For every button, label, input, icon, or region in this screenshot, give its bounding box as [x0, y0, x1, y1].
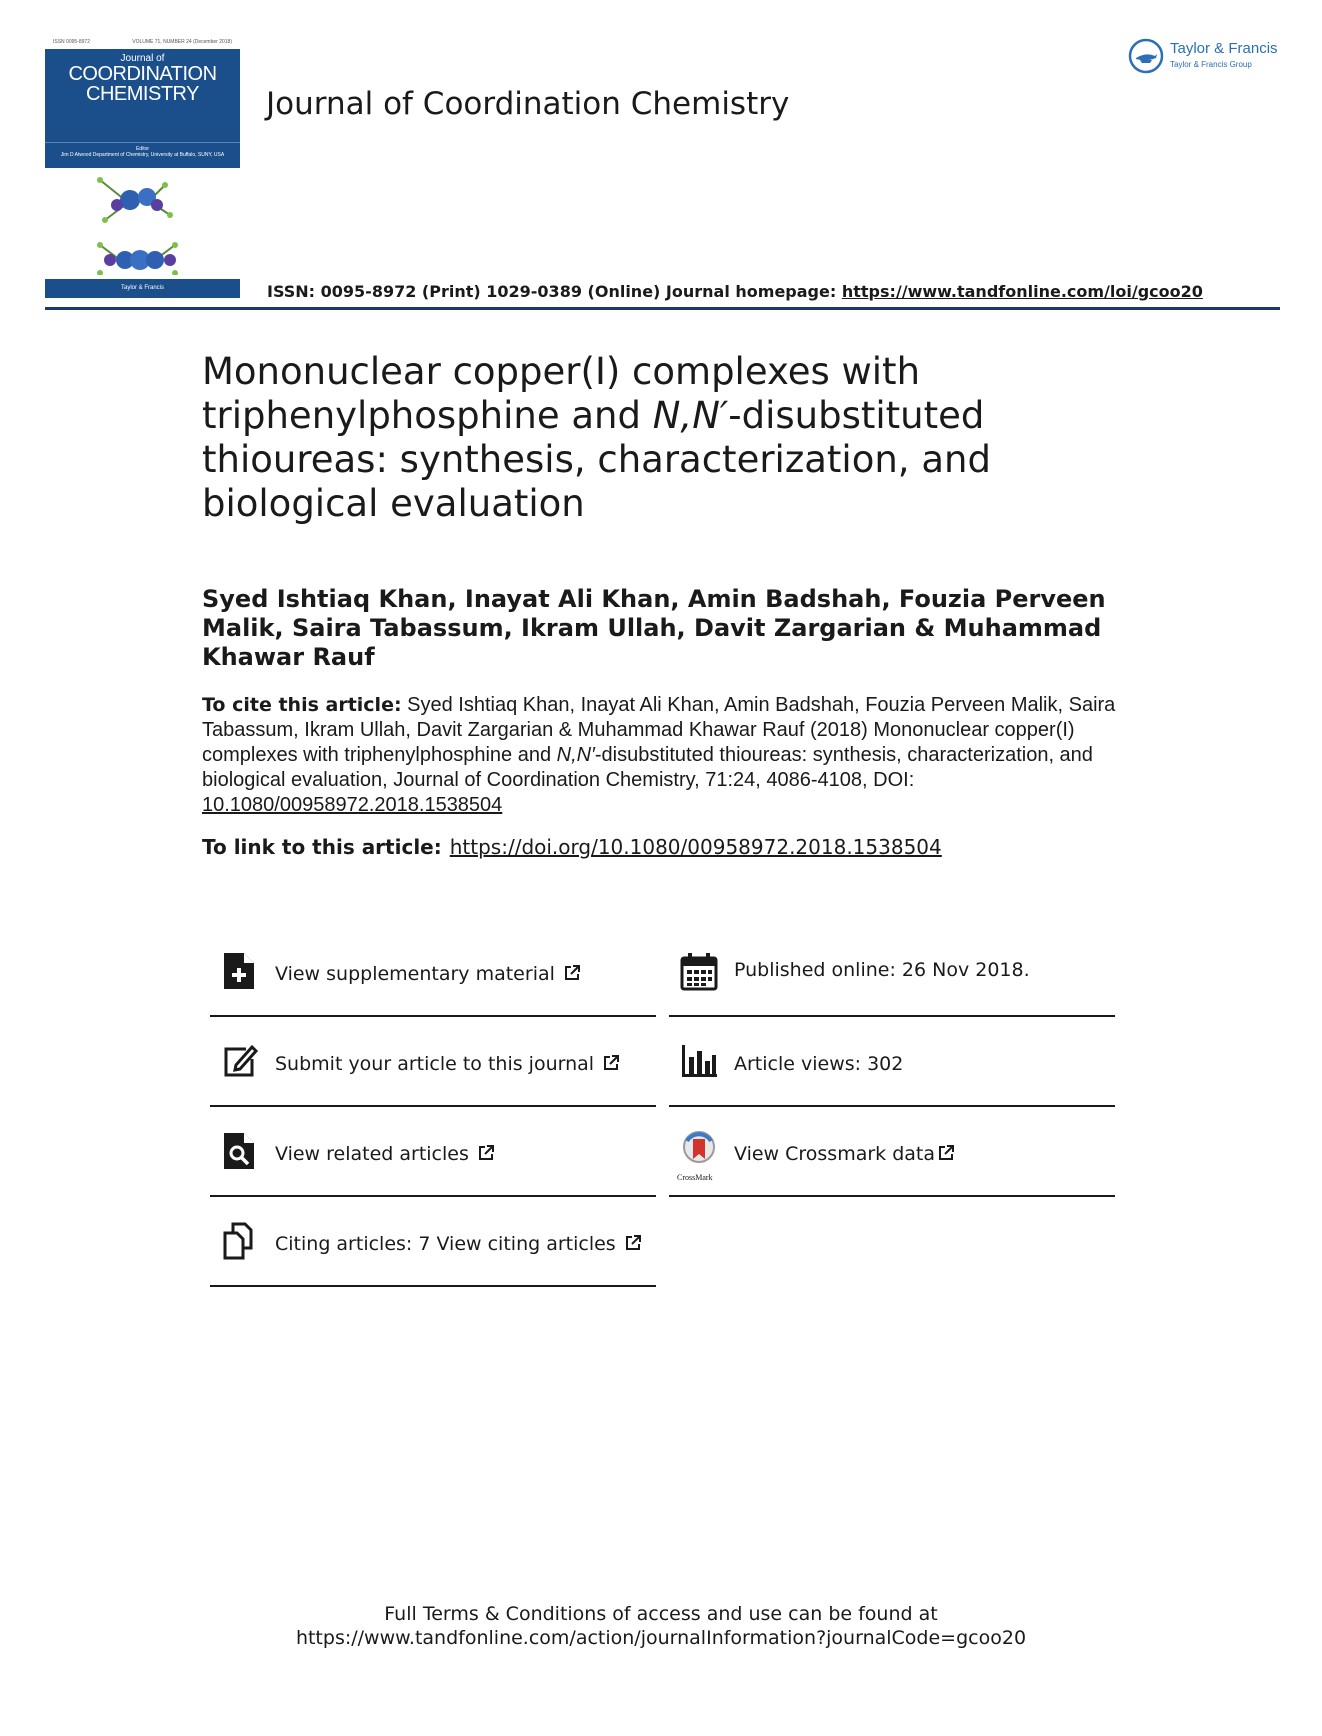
row-divider	[210, 1195, 656, 1197]
cover-editor-band	[45, 142, 240, 168]
external-link-icon	[937, 1144, 955, 1162]
cover-publisher: Taylor & Francis	[45, 279, 240, 298]
citation-text-part2: -disubstituted thioureas: synthesis, characterization, and biological evaluation, Journal of Coordination Chemistry, 71:24, 4086-4108, DOI:	[202, 744, 1093, 791]
citation-text-part1: Syed Ishtiaq Khan, Inayat Ali Khan, Amin Badshah, Fouzia Perveen Malik, Saira Tabassum, Ikram Ullah, Davit Zargarian & Muhammad Khawar Rauf (2018) Mononuclear copper(I) complexes with triphenylphosphine and	[202, 694, 1116, 766]
supplementary-label: View supplementary material	[275, 963, 555, 985]
header-divider	[45, 307, 1280, 310]
article-title	[202, 350, 1102, 526]
footer	[0, 1602, 1322, 1650]
row-divider	[669, 1105, 1115, 1107]
crossmark-label: View Crossmark data	[734, 1143, 936, 1165]
cover-issn: ISSN 0095-8972	[53, 39, 90, 45]
bar-chart-icon	[679, 1041, 719, 1081]
external-link-icon	[602, 1054, 620, 1072]
citation-block	[202, 693, 1122, 818]
published-online-label: Published online: 26 Nov 2018.	[734, 959, 1030, 981]
article-url-link[interactable]: https://doi.org/10.1080/00958972.2018.1538504	[449, 835, 942, 859]
publisher-name: Taylor & Francis	[1170, 40, 1278, 57]
copy-documents-icon	[220, 1221, 260, 1261]
citing-articles-link[interactable]	[210, 1199, 656, 1287]
doi-link[interactable]: 10.1080/00958972.2018.1538504	[202, 794, 503, 816]
title-part2: -disubstituted thioureas: synthesis, characterization, and biological evaluation	[202, 394, 991, 525]
footer-line1: Full Terms & Conditions of access and use can be found at	[384, 1603, 938, 1625]
link-lead: To link to this article:	[202, 835, 442, 859]
crossmark-logo-text: CrossMark	[677, 1173, 713, 1182]
cover-editor-label: Editor	[135, 146, 150, 152]
footer-url[interactable]: https://www.tandfonline.com/action/journalInformation?journalCode=gcoo20	[295, 1627, 1027, 1649]
row-divider	[210, 1015, 656, 1017]
title-part1: Mononuclear copper(I) complexes with triphenylphosphine and	[202, 350, 921, 437]
published-online-info	[669, 929, 1115, 1017]
edit-icon	[220, 1041, 260, 1081]
document-search-icon	[220, 1131, 260, 1171]
citing-label: Citing articles: 7 View citing articles	[275, 1233, 616, 1255]
cover-title-band	[45, 49, 240, 142]
cover-top-line	[45, 37, 240, 49]
journal-cover-image	[45, 37, 240, 298]
external-link-icon	[563, 964, 581, 982]
calendar-icon	[679, 951, 719, 991]
article-views-info	[669, 1019, 1115, 1107]
cover-name-line2: CHEMISTRY	[86, 83, 199, 105]
related-label: View related articles	[275, 1143, 469, 1165]
file-plus-icon	[220, 951, 260, 991]
row-divider	[669, 1195, 1115, 1197]
row-divider	[210, 1285, 656, 1287]
submit-article-link[interactable]	[210, 1019, 656, 1107]
row-divider	[210, 1105, 656, 1107]
cover-volume: VOLUME 71, NUMBER 24 (December 2018)	[132, 39, 232, 45]
journal-title: Journal of Coordination Chemistry	[266, 86, 790, 122]
cover-editor-text: Jim D Atwood Department of Chemistry, University at Buffalo, SUNY, USA	[60, 152, 225, 158]
submit-label: Submit your article to this journal	[275, 1053, 595, 1075]
external-link-icon	[624, 1234, 642, 1252]
row-divider	[669, 1015, 1115, 1017]
article-link-line	[202, 835, 942, 859]
crossmark-icon	[679, 1131, 719, 1171]
citation-italic: N,N′	[556, 744, 595, 766]
publisher-group: Taylor & Francis Group	[1170, 60, 1252, 69]
supplementary-material-link[interactable]	[210, 929, 656, 1017]
issn-line	[267, 282, 1203, 301]
publisher-logo	[1128, 36, 1298, 78]
cover-journal-of: Journal of	[120, 53, 165, 64]
title-italic: N,N′	[652, 394, 729, 437]
molecule-illustration-icon	[95, 175, 195, 275]
journal-homepage-link[interactable]: https://www.tandfonline.com/loi/gcoo20	[841, 282, 1203, 301]
author-list: Syed Ishtiaq Khan, Inayat Ali Khan, Amin Badshah, Fouzia Perveen Malik, Saira Tabassum, Ikram Ullah, Davit Zargarian & Muhammad Khawar Rauf	[202, 585, 1106, 671]
lamp-logo-icon	[1128, 38, 1164, 74]
external-link-icon	[477, 1144, 495, 1162]
citation-lead: To cite this article:	[202, 694, 402, 716]
issn-text: ISSN: 0095-8972 (Print) 1029-0389 (Online) Journal homepage:	[267, 282, 842, 301]
cover-name-line1: COORDINATION	[68, 63, 217, 85]
article-views-label: Article views: 302	[734, 1053, 904, 1075]
related-articles-link[interactable]	[210, 1109, 656, 1197]
crossmark-link[interactable]	[669, 1109, 1115, 1197]
